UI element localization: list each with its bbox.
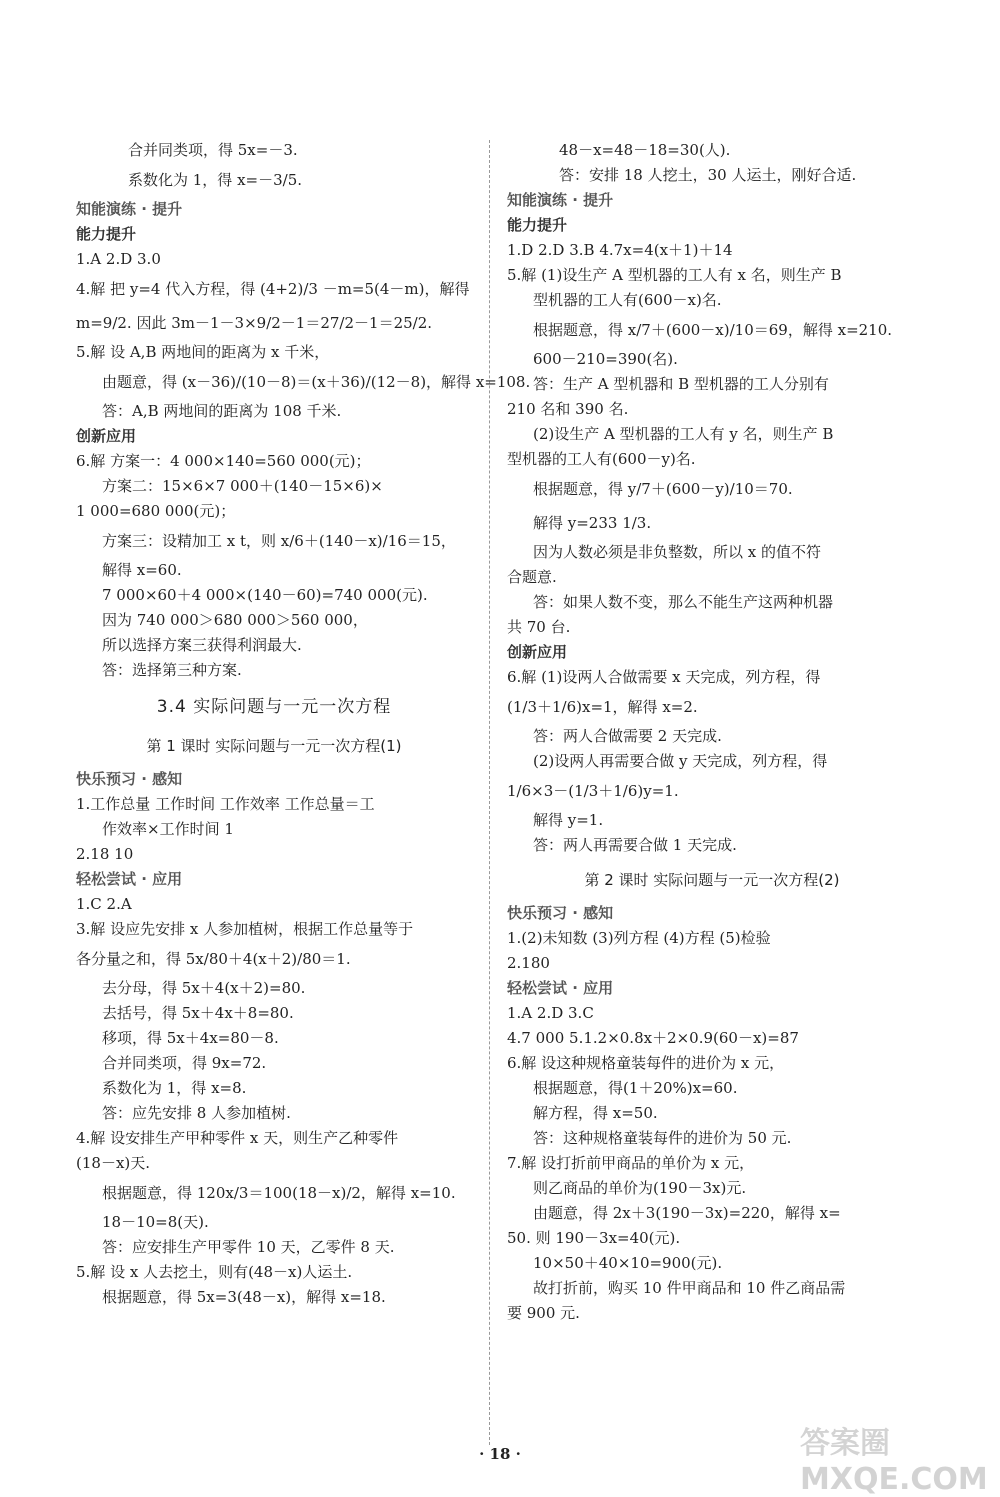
right-col-line: 1.D 2.D 3.B 4.7x=4(x＋1)＋14 [507,241,733,259]
left-col-line: 解得 x=60. [102,561,182,579]
right-col-line: 600－210=390(名). [533,350,678,368]
right-col-line: 2.180 [507,954,550,972]
left-col-line: 第 1 课时 实际问题与一元一次方程(1) [146,737,402,755]
right-col-line: 解方程，得 x=50. [533,1104,658,1122]
left-col-line: 合并同类项，得 5x=－3. [128,141,298,159]
left-col-line: 作效率×工作时间 1 [102,820,234,838]
right-col-line: 根据题意，得 y/7＋(600－y)/10＝70. [533,480,793,498]
right-col-line: 答：安排 18 人挖土，30 人运土，刚好合适. [559,166,857,184]
left-col-line: 答：应先安排 8 人参加植树. [102,1104,291,1122]
left-col-line: 创新应用 [76,427,137,445]
right-col-line: (2)设生产 A 型机器的工人有 y 名，则生产 B [533,425,834,443]
left-col-line: m=9/2. 因此 3m－1－3×9/2－1＝27/2－1＝25/2. [76,314,433,332]
left-col-line: 7 000×60＋4 000×(140－60)=740 000(元). [102,586,428,604]
left-col-line: 去括号，得 5x＋4x＋8=80. [102,1004,294,1022]
right-col-line: 轻松尝试 · 应用 [507,979,614,997]
left-col-line: 答：应安排生产甲零件 10 天，乙零件 8 天. [102,1238,395,1256]
left-col-line: 所以选择方案三获得利润最大. [102,636,302,654]
right-col-line: 6.解 设这种规格童装每件的进价为 x 元， [507,1054,785,1072]
right-col-line: 50. 则 190－3x=40(元). [507,1229,681,1247]
left-col-line: 5.解 设 A,B 两地间的距离为 x 千米， [76,343,330,361]
left-col-line: 系数化为 1，得 x=8. [102,1079,247,1097]
right-column [507,138,917,1326]
right-col-line: 快乐预习 · 感知 [507,904,614,922]
right-col-line: 创新应用 [507,643,568,661]
right-col-line: 1/6×3－(1/3＋1/6)y=1. [507,782,679,800]
right-col-line: 共 70 台. [507,618,571,636]
right-col-line: 因为人数必须是非负整数，所以 x 的值不符 [533,543,821,561]
left-col-line: 答：A,B 两地间的距离为 108 千米. [102,402,342,420]
right-col-line: 答：生产 A 型机器和 B 型机器的工人分别有 [533,375,829,393]
right-col-line: 6.解 (1)设两人合做需要 x 天完成，列方程，得 [507,668,821,686]
right-col-line: 1.A 2.D 3.C [507,1004,594,1022]
right-col-line: 10×50＋40×10=900(元). [533,1254,723,1272]
right-col-line: 要 900 元. [507,1304,580,1322]
right-col-line: 型机器的工人有(600－y)名. [507,450,696,468]
left-col-line: 3.解 设应先安排 x 人参加植树，根据工作总量等于 [76,920,414,938]
left-col-line: 4.解 设安排生产甲种零件 x 天，则生产乙种零件 [76,1129,399,1147]
right-col-line: 根据题意，得 x/7＋(600－x)/10＝69，解得 x=210. [533,321,893,339]
right-col-line: 知能演练 · 提升 [507,191,614,209]
right-col-line: 第 2 课时 实际问题与一元一次方程(2) [584,871,840,889]
left-col-line: 1.A 2.D 3.0 [76,250,161,268]
left-col-line: 合并同类项，得 9x=72. [102,1054,267,1072]
right-col-line: 答：两人再需要合做 1 天完成. [533,836,737,854]
right-col-line: 答：这种规格童装每件的进价为 50 元. [533,1129,792,1147]
left-col-line: 5.解 设 x 人去挖土，则有(48－x)人运土. [76,1263,353,1281]
left-col-line: 方案三：设精加工 x t，则 x/6＋(140－x)/16＝15， [102,532,456,550]
right-col-line: 48－x=48－18=30(人). [559,141,731,159]
left-col-line: 去分母，得 5x＋4(x＋2)=80. [102,979,306,997]
left-col-line: 知能演练 · 提升 [76,200,183,218]
left-col-line: 各分量之和，得 5x/80＋4(x＋2)/80＝1. [76,950,351,968]
right-col-line: 答：如果人数不变，那么不能生产这两种机器 [533,593,834,611]
right-col-line: 由题意，得 2x＋3(190－3x)=220，解得 x= [533,1204,841,1222]
column-divider [489,140,490,1445]
right-col-line: 解得 y=233 1/3. [533,514,652,532]
right-col-line: 4.7 000 5.1.2×0.8x＋2×0.9(60－x)=87 [507,1029,799,1047]
left-col-line: 由题意，得 (x－36)/(10－8)＝(x＋36)/(12－8)，解得 x=108. [102,373,531,391]
right-col-line: 故打折前，购买 10 件甲商品和 10 件乙商品需 [533,1279,846,1297]
left-col-line: 1.工作总量 工作时间 工作效率 工作总量＝工 [76,795,375,813]
left-col-line: 方案二：15×6×7 000＋(140－15×6)× [102,477,383,495]
watermark-text: 答案圈 MXQE.COM [800,1426,988,1497]
left-col-line: 根据题意，得 5x=3(48－x)，解得 x=18. [102,1288,386,1306]
left-col-line: 移项，得 5x＋4x=80－8. [102,1029,279,1047]
left-col-line: 18－10=8(天). [102,1213,209,1231]
page-number: · 18 · [479,1445,521,1463]
left-col-line: 1 000=680 000(元)； [76,502,236,520]
left-col-line: 2.18 10 [76,845,134,863]
left-col-line: 能力提升 [76,225,137,243]
left-col-line: 轻松尝试 · 应用 [76,870,183,888]
right-col-line: 合题意. [507,568,557,586]
left-col-line: 6.解 方案一：4 000×140=560 000(元)； [76,452,371,470]
left-col-line: 系数化为 1，得 x=－3/5. [128,171,303,189]
right-col-line: (2)设两人再需要合做 y 天完成，列方程，得 [533,752,828,770]
left-col-line: (18－x)天. [76,1154,151,1172]
right-col-line: 能力提升 [507,216,568,234]
left-col-line: 1.C 2.A [76,895,132,913]
right-col-line: 5.解 (1)设生产 A 型机器的工人有 x 名，则生产 B [507,266,842,284]
right-col-line: 根据题意，得(1＋20%)x=60. [533,1079,738,1097]
left-col-line: 因为 740 000＞680 000＞560 000， [102,611,368,629]
right-col-line: 则乙商品的单价为(190－3x)元. [533,1179,747,1197]
right-col-line: 7.解 设打折前甲商品的单价为 x 元， [507,1154,755,1172]
right-col-line: 1.(2)未知数 (3)列方程 (4)方程 (5)检验 [507,929,771,947]
right-col-line: 解得 y=1. [533,811,604,829]
left-col-line: 答：选择第三种方案. [102,661,242,679]
watermark-logo [800,1418,988,1497]
left-col-line: 根据题意，得 120x/3＝100(18－x)/2，解得 x=10. [102,1184,456,1202]
right-col-line: 型机器的工人有(600－x)名. [533,291,722,309]
left-col-line: 4.解 把 y=4 代入方程，得 (4+2)/3 －m=5(4－m)，解得 [76,280,470,298]
right-col-line: 答：两人合做需要 2 天完成. [533,727,722,745]
right-col-line: (1/3＋1/6)x=1，解得 x=2. [507,698,698,716]
left-col-line: 3.4 实际问题与一元一次方程 [156,697,392,717]
left-col-line: 快乐预习 · 感知 [76,770,183,788]
right-col-line: 210 名和 390 名. [507,400,629,418]
